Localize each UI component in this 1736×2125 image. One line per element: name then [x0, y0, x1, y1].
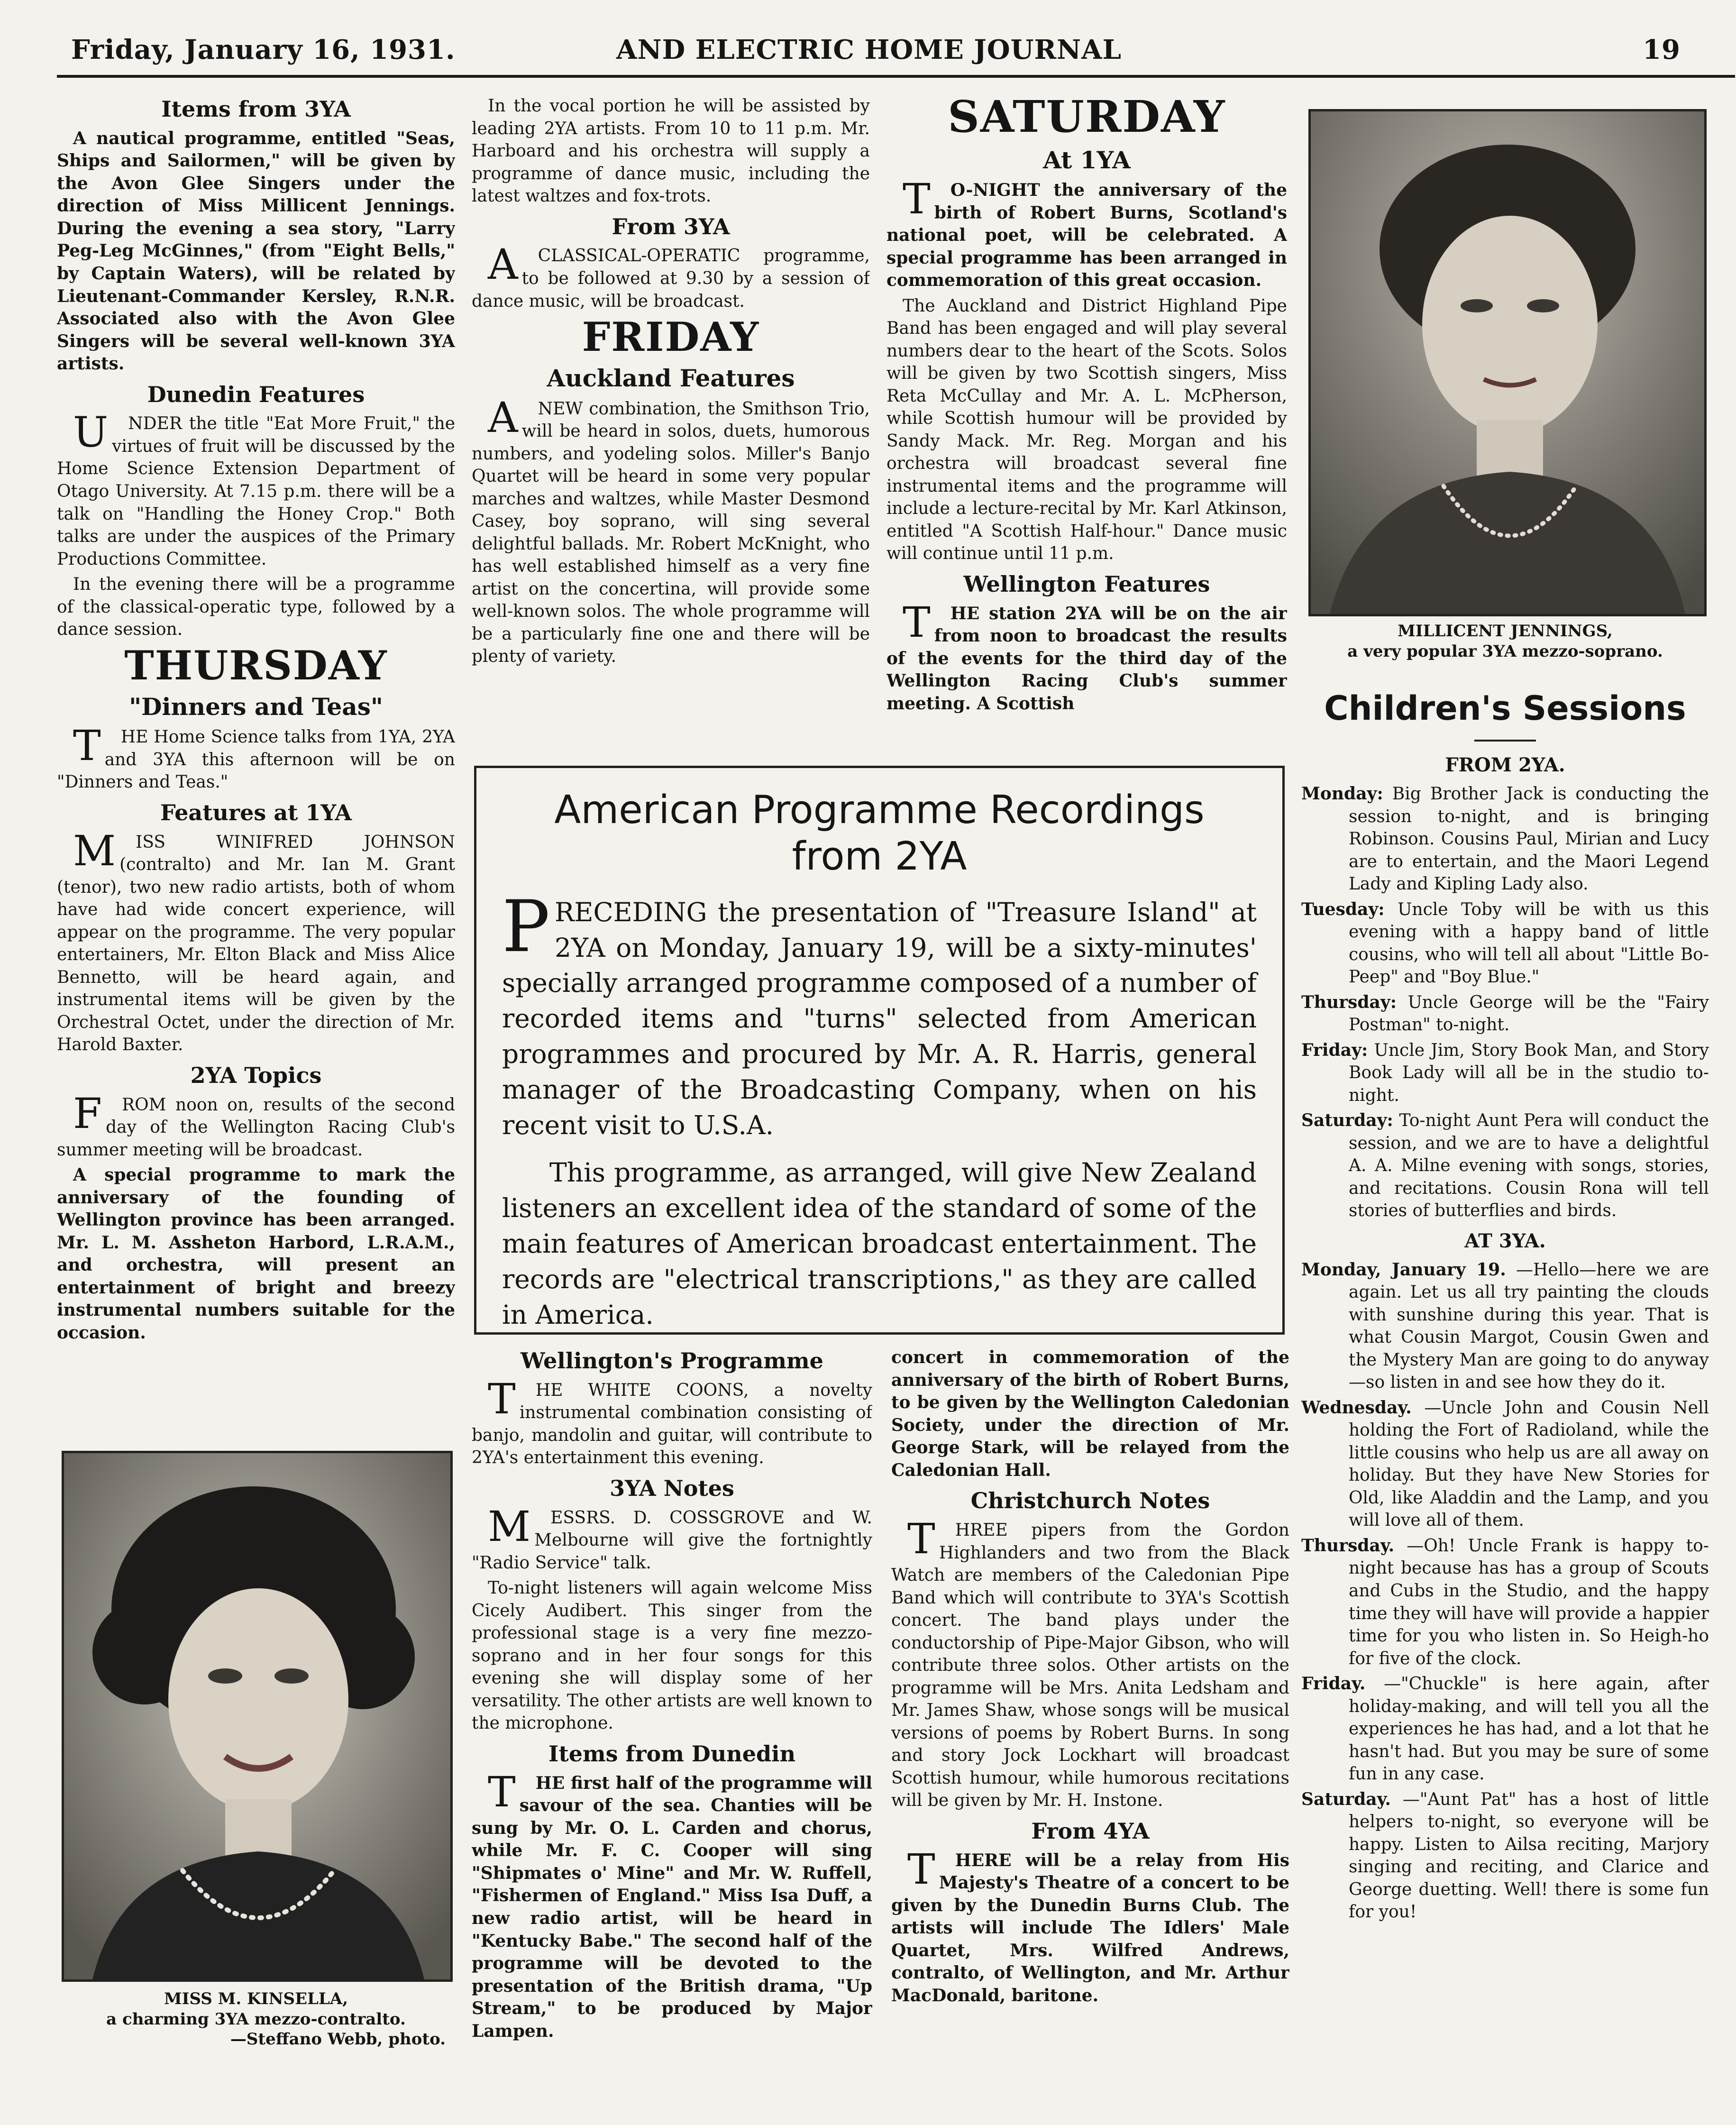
topics-2ya-special: A special programme to mark the anniversary of the founding of Wellington province has been arranged. Mr. L. M. Assheton Harbord, L.R.A.M., and orchestra, will present an entertainment of bright and breezy instrumental numbers suitable for the occasion.: [57, 1165, 455, 1343]
friday-heading: FRIDAY: [582, 313, 760, 361]
header-page-number: 19: [1643, 34, 1681, 65]
session-day: Monday:: [1301, 784, 1383, 804]
dunedin-features-evening: In the evening there will be a programme of the classical-operatic type, followed by a dance session.: [57, 575, 455, 640]
features-1ya-heading: Features at 1YA: [160, 799, 352, 825]
session-entry: [1301, 1039, 1709, 1107]
american-recordings-title-line1: American Programme Recordings: [554, 788, 1205, 833]
from-4ya-heading: From 4YA: [1031, 1818, 1150, 1844]
christchurch-notes-heading: Christchurch Notes: [970, 1488, 1210, 1514]
items-dunedin-heading: Items from Dunedin: [548, 1741, 796, 1767]
items-3ya-text: A nautical programme, entitled "Seas, Ships and Sailormen," will be given by the Avon Glee Singers under the direction of Miss Millicent Jennings. During the evening a sea story, "Larry Peg-Leg McGinnes," (from "Eight Bells," by Captain Waters), will be related by Lieutenant-Commander Kersley, R.N.R. Associated also with the Avon Glee Singers will be several well-known 3YA artists.: [57, 128, 455, 374]
dunedin-features-text: UNDER the title "Eat More Fruit," the virtues of fruit will be discussed by the Home Science Extension Department of Otago University. At 7.15 p.m. there will be a talk on "Handling the Honey Crop." Both talks are under the auspices of the Primary Productions Committee.: [57, 408, 455, 569]
at-3ya-list: [1301, 1259, 1709, 1923]
wellington-programme-heading: Wellington's Programme: [521, 1348, 823, 1374]
from-2ya-list: [1301, 783, 1709, 1222]
session-entry: [1301, 1788, 1709, 1923]
session-entry: [1301, 991, 1709, 1036]
column-2-lower: [472, 1342, 872, 2081]
session-day: Saturday:: [1301, 1110, 1393, 1131]
wellington-features-heading: Wellington Features: [963, 571, 1210, 597]
jennings-portrait-illustration: [1311, 111, 1704, 614]
pipe-band-text: The Auckland and District Highland Pipe Band has been engaged and will play several numbers dear to the heart of the Scots. Solos will be given by two Scottish singers, Miss Reta McCullay and Mr. A. L. McPherson, while Scottish humour will be provided by Sandy Mack. Mr. Reg. Morgan and his orchestra will broadcast several fine instrumental items and the programme will include a lecture-recital by Mr. Karl Atkinson, entitled "A Scottish Half-hour." Dance music will continue until 11 p.m.: [886, 296, 1287, 564]
american-recordings-para-2: This programme, as arranged, will give New Zealand listeners an excellent idea of the standard of some of the main features of American broadcast entertainment. The records are "electrical transcriptions," as they are called in America.: [502, 1157, 1257, 1330]
wellington-programme-text: THE WHITE COONS, a novelty instrumental combination consisting of banjo, mandolin and guitar, will contribute to 2YA's entertainment this evening.: [472, 1374, 872, 1468]
session-entry: [1301, 1109, 1709, 1222]
american-recordings-para-1: PRECEDING the presentation of "Treasure Island" at 2YA on Monday, January 19, will be a sixty-minutes' specially arranged programme composed of a number of recorded items and "turns" selected from American programmes and procured by Mr. A. R. Harris, general manager of the Broadcasting Company, when on his recent visit to U.S.A.: [502, 885, 1257, 1140]
from-3ya-text: ACLASSICAL-OPERATIC programme, to be followed at 9.30 by a session of dance music, will be broadcast.: [472, 240, 870, 311]
american-recordings-title-line2: from 2YA: [792, 834, 967, 879]
thursday-heading: THURSDAY: [124, 641, 388, 689]
column-2: [472, 95, 870, 754]
session-text: —Uncle John and Cousin Nell holding the Fort of Radioland, while the little cousins who help us are all away on holiday. But they have New Stories for Old, like Aladdin and the Lamp, and you will love all of them.: [1349, 1398, 1709, 1530]
jennings-caption-name: MILLICENT JENNINGS,: [1398, 622, 1613, 641]
kinsella-caption: [57, 1989, 455, 2050]
session-text: —Oh! Uncle Frank is happy to-night because has has a group of Scouts and Cubs in the Studio, and the happy time they will have will provide a happier time for you who listen in. So Heigh-ho for five of the clock.: [1349, 1536, 1709, 1668]
auckland-features-heading: Auckland Features: [547, 364, 795, 393]
session-day: Friday.: [1301, 1674, 1366, 1694]
session-text: Uncle Toby will be with us this evening with a happy band of little cousins, who will tell all about "Little Bo-Peep" and "Boy Blue.": [1349, 899, 1709, 987]
session-day: Thursday.: [1301, 1535, 1395, 1556]
session-text: Uncle Jim, Story Book Man, and Story Book Lady will all be in the studio to-night.: [1349, 1040, 1709, 1105]
session-day: Friday:: [1301, 1040, 1368, 1060]
auckland-features-text: ANEW combination, the Smithson Trio, will be heard in solos, duets, humorous numbers, and yodeling solos. Miller's Banjo Quartet will be heard in some very popular marches and waltzes, while Master Desmond Casey, boy soprano, will sing several delightful ballads. Mr. Robert McKnight, who has well established himself as a very fine artist on the concertina, will provide some well-known solos. The whole programme will be a particularly fine one and there will be plenty of variety.: [472, 393, 870, 667]
kinsella-caption-desc: a charming 3YA mezzo-contralto.: [106, 2009, 406, 2029]
notes-3ya-heading: 3YA Notes: [610, 1475, 734, 1501]
kinsella-portrait-illustration: [64, 1453, 450, 1979]
burns-anniversary-text: TO-NIGHT the anniversary of the birth of Robert Burns, Scotland's national poet, will be celebrated. A special programme has been arranged in commemoration of this great occasion.: [886, 174, 1287, 291]
session-entry: [1301, 1259, 1709, 1394]
american-recordings-box: [474, 766, 1285, 1335]
session-entry: [1301, 898, 1709, 989]
christchurch-notes-text: THREE pipers from the Gordon Highlanders and two from the Black Watch are members of the Caledonian Pipe Band which will contribute to 3YA's Scottish concert. The band plays under the conductorship of Pipe-Major Gibson, who will contribute three solos. Other artists on the programme will be Mrs. Anita Ledsham and Mr. James Shaw, whose songs will be musical versions of poems by Robert Burns. In song and story Jock Lockhart will broadcast Scottish humour, while humorous recitations will be given by Mr. H. Instone.: [891, 1514, 1289, 1811]
items-dunedin-text: THE first half of the programme will savour of the sea. Chanties will be sung by Mr. O. L. Carden and chorus, while Mr. F. C. Cooper will sing "Shipmates o' Mine" and Mr. W. Ruffell, "Fishermen of England." Miss Isa Duff, a new radio artist, will be heard in "Kentucky Babe." The second half of the programme will be devoted to the presentation of the British drama, "Up Stream," to be produced by Major Lampen.: [472, 1767, 872, 2041]
session-day: Monday, January 19.: [1301, 1259, 1506, 1280]
session-text: Uncle George will be the "Fairy Postman" to-night.: [1349, 992, 1709, 1035]
session-text: —"Aunt Pat" has a host of little helpers to-night, so everyone will be happy. Listen to Ailsa reciting, Marjory singing and reciting, and Clarice and George duetting. Well! there is some fun for you!: [1349, 1789, 1709, 1922]
notes-3ya-audibert: To-night listeners will again welcome Miss Cicely Audibert. This singer from the professional stage is a very fine mezzo-soprano and in her four songs for this evening she will display some of her versatility. The other artists are well known to the microphone.: [472, 1578, 872, 1733]
from-2ya-subheading: FROM 2YA.: [1445, 754, 1565, 777]
session-day: Saturday.: [1301, 1789, 1391, 1809]
american-recordings-body: [502, 885, 1257, 1333]
column-3: [886, 90, 1287, 754]
session-entry: [1301, 1397, 1709, 1532]
session-text: To-night Aunt Pera will conduct the session, and we are to have a delightful A. A. Milne evening with songs, stories, and recitations. Cousin Rona will tell stories of butterflies and birds.: [1349, 1111, 1709, 1221]
header-title: AND ELECTRIC HOME JOURNAL: [616, 34, 1122, 65]
childrens-sessions-column: [1301, 683, 1709, 2100]
jennings-caption-desc: a very popular 3YA mezzo-soprano.: [1347, 641, 1663, 661]
from-3ya-heading: From 3YA: [612, 213, 730, 239]
session-text: —Hello—here we are again. Let us all try painting the clouds with sunshine during this year. That is what Cousin Margot, Cousin Gwen and the Mystery Man are going to do anyway—so listen in and see how they do it.: [1349, 1260, 1709, 1392]
wellington-features-text: THE station 2YA will be on the air from noon to broadcast the results of the events for the third day of the Wellington Racing Club's summer meeting. A Scottish: [886, 597, 1287, 714]
topics-2ya-text: FROM noon on, results of the second day of the Wellington Racing Club's summer meeting will be broadcast.: [57, 1089, 455, 1160]
header-rule: [57, 75, 1735, 78]
header-date: Friday, January 16, 1931.: [71, 34, 456, 65]
continued-text: In the vocal portion he will be assisted by leading 2YA artists. From 10 to 11 p.m. Mr. Harboard and his orchestra will supply a programme of dance music, including the latest waltzes and fox-trots.: [472, 96, 870, 206]
american-recordings-title: [476, 787, 1282, 880]
childrens-sessions-separator: [1474, 740, 1536, 742]
childrens-sessions-title: Children's Sessions: [1324, 689, 1686, 728]
session-text: Big Brother Jack is conducting the session to-night, and is bringing Robinson. Cousins Paul, Mirian and Lucy are to entertain, and the Maori Legend Lady and Kipling Lady also.: [1349, 784, 1709, 894]
dinners-teas-text: THE Home Science talks from 1YA, 2YA and 3YA this afternoon will be on "Dinners and Teas.": [57, 721, 455, 792]
session-entry: [1301, 783, 1709, 896]
session-day: Tuesday:: [1301, 899, 1385, 919]
topics-2ya-heading: 2YA Topics: [190, 1062, 322, 1088]
session-entry: [1301, 1673, 1709, 1786]
at-3ya-subheading: AT 3YA.: [1464, 1229, 1546, 1252]
caledonian-concert-text: concert in commemoration of the anniversary of the birth of Robert Burns, to be given by the Wellington Caledonian Society, under the direction of Mr. George Stark, will be relayed from the Caledonian Hall.: [891, 1347, 1289, 1480]
column-1: [57, 90, 455, 1437]
kinsella-photo: [62, 1451, 453, 1982]
features-1ya-text: MISS WINIFRED JOHNSON (contralto) and Mr. Ian M. Grant (tenor), two new radio artists, both of whom have had wide concert experience, will appear on the programme. The very popular entertainers, Mr. Elton Black and Miss Alice Bennetto, will be heard again, and instrumental items will be given by the Orchestral Octet, under the direction of Mr. Harold Baxter.: [57, 826, 455, 1055]
kinsella-caption-name: MISS M. KINSELLA,: [164, 1989, 348, 2008]
session-day: Thursday:: [1301, 992, 1397, 1012]
session-entry: [1301, 1535, 1709, 1670]
jennings-photo: [1308, 109, 1707, 616]
session-day: Wednesday.: [1301, 1397, 1412, 1418]
jennings-caption: [1299, 621, 1711, 661]
column-3-lower: [891, 1346, 1289, 2081]
session-text: —"Chuckle" is here again, after holiday-making, and will tell you all the experiences he has had, and a lot that he hasn't had. But you may be sure of some fun in any case.: [1349, 1674, 1709, 1784]
kinsella-photo-credit: —Steffano Webb, photo.: [230, 2030, 446, 2049]
dunedin-features-heading: Dunedin Features: [147, 381, 365, 407]
items-3ya-heading: Items from 3YA: [161, 96, 351, 122]
dinners-teas-heading: "Dinners and Teas": [129, 692, 383, 721]
from-4ya-text: THERE will be a relay from His Majesty's Theatre of a concert to be given by the Dunedin Burns Club. The artists will include The Idlers' Male Quartet, Mrs. Wilfred Andrews, contralto, of Wellington, and Mr. Arthur MacDonald, baritone.: [891, 1844, 1289, 2006]
at-1ya-heading: At 1YA: [1043, 146, 1131, 174]
saturday-heading: SATURDAY: [948, 91, 1226, 142]
notes-3ya-text: MESSRS. D. COSSGROVE and W. Melbourne will give the fortnightly "Radio Service" talk.: [472, 1502, 872, 1573]
